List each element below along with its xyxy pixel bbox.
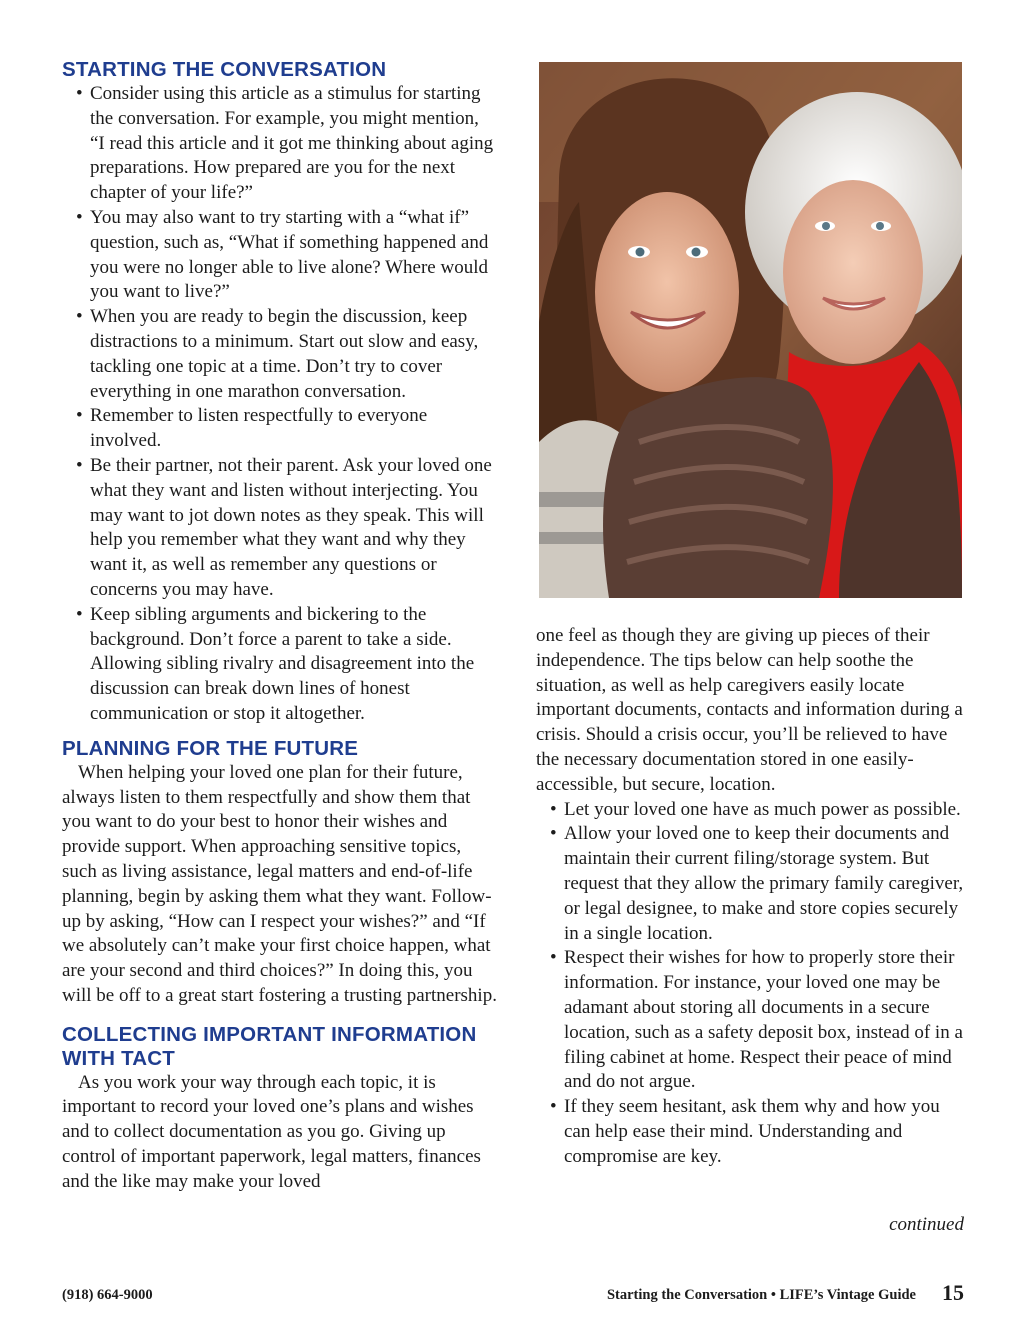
continued-label: continued <box>889 1214 964 1235</box>
bullet-list-tips <box>536 798 968 1170</box>
page-number: 15 <box>942 1280 964 1305</box>
list-item: • Let your loved one have as much power as possible. <box>564 798 968 823</box>
list-item: • You may also want to try starting with a “what if” question, such as, “What if something happened and you were no longer able to live alone? Where would you want to live?” <box>90 206 498 305</box>
list-item: • When you are ready to begin the discussion, keep distractions to a minimum. Start out slow and easy, tackling one topic at a time. Don’t try to cover everything in one marathon conversation. <box>90 305 498 404</box>
right-column <box>536 624 968 1170</box>
list-item: • Allow your loved one to keep their documents and maintain their current filing/storage system. But request that they allow the primary family caregiver, or legal designee, to make and store copies securely in a single location. <box>564 822 968 946</box>
footer-title: Starting the Conversation • LIFE’s Vintage Guide <box>606 1287 916 1303</box>
section-heading-collecting: COLLECTING IMPORTANT INFORMATION WITH TACT <box>62 1022 477 1070</box>
list-item: • Keep sibling arguments and bickering to the background. Don’t force a parent to take a side. Allowing sibling rivalry and disagreement into the discussion can break down lines of honest communication or stop it altogether. <box>90 603 498 727</box>
photo-illustration <box>539 62 962 598</box>
list-item: • Respect their wishes for how to properly store their information. For instance, your loved one may be adamant about storing all documents in a secure location, such as a safety deposit box, instead of in a filing cabinet at home. Respect their peace of mind and do not argue. <box>564 946 968 1095</box>
paragraph-continuation: one feel as though they are giving up pieces of their independence. The tips below can help soothe the situation, as well as help caregivers easily locate important documents, contacts and information during a crisis. Should a crisis occur, you’ll be relieved to have the necessary documentation stored in one easily-accessible, but secure, location. <box>536 625 963 795</box>
paragraph-planning: When helping your loved one plan for their future, always listen to them respectfully and show them that you want to do your best to honor their wishes and provide support. When approaching sensitive topics, such as living assistance, legal matters and end-of-life planning, begin by asking them what they want. Follow-up by asking, “How can I respect your wishes?” and “If we absolutely can’t make your first choice happen, what are your second and third choices?” In doing this, you will be off to a great start fostering a trusting partnership. <box>62 761 497 1006</box>
photo-mother-daughter <box>539 62 962 598</box>
list-item: • Consider using this article as a stimulus for starting the conversation. For example, you might mention, “I read this article and it got me thinking about aging preparations. How prepared are you for the next chapter of your life?” <box>90 82 498 206</box>
list-item: • Be their partner, not their parent. Ask your loved one what they want and listen without interjecting. You may want to jot down notes as they speak. This will help you remember what they want and why they want it, as well as remember any questions or concerns you may have. <box>90 454 498 603</box>
paragraph-collecting: As you work your way through each topic, it is important to record your loved one’s plans and wishes and to collect documentation as you go. Giving up control of important paperwork, legal matters, finances and the like may make your loved <box>62 1071 481 1192</box>
section-heading-starting: STARTING THE CONVERSATION <box>62 58 387 81</box>
section-heading-planning: PLANNING FOR THE FUTURE <box>62 736 359 760</box>
footer-phone: (918) 664-9000 <box>62 1287 153 1303</box>
list-item: • If they seem hesitant, ask them why and how you can help ease their mind. Understanding and compromise are key. <box>564 1095 968 1169</box>
list-item: • Remember to listen respectfully to everyone involved. <box>90 404 498 454</box>
left-column <box>62 56 498 1195</box>
bullet-list-starting <box>62 82 498 727</box>
